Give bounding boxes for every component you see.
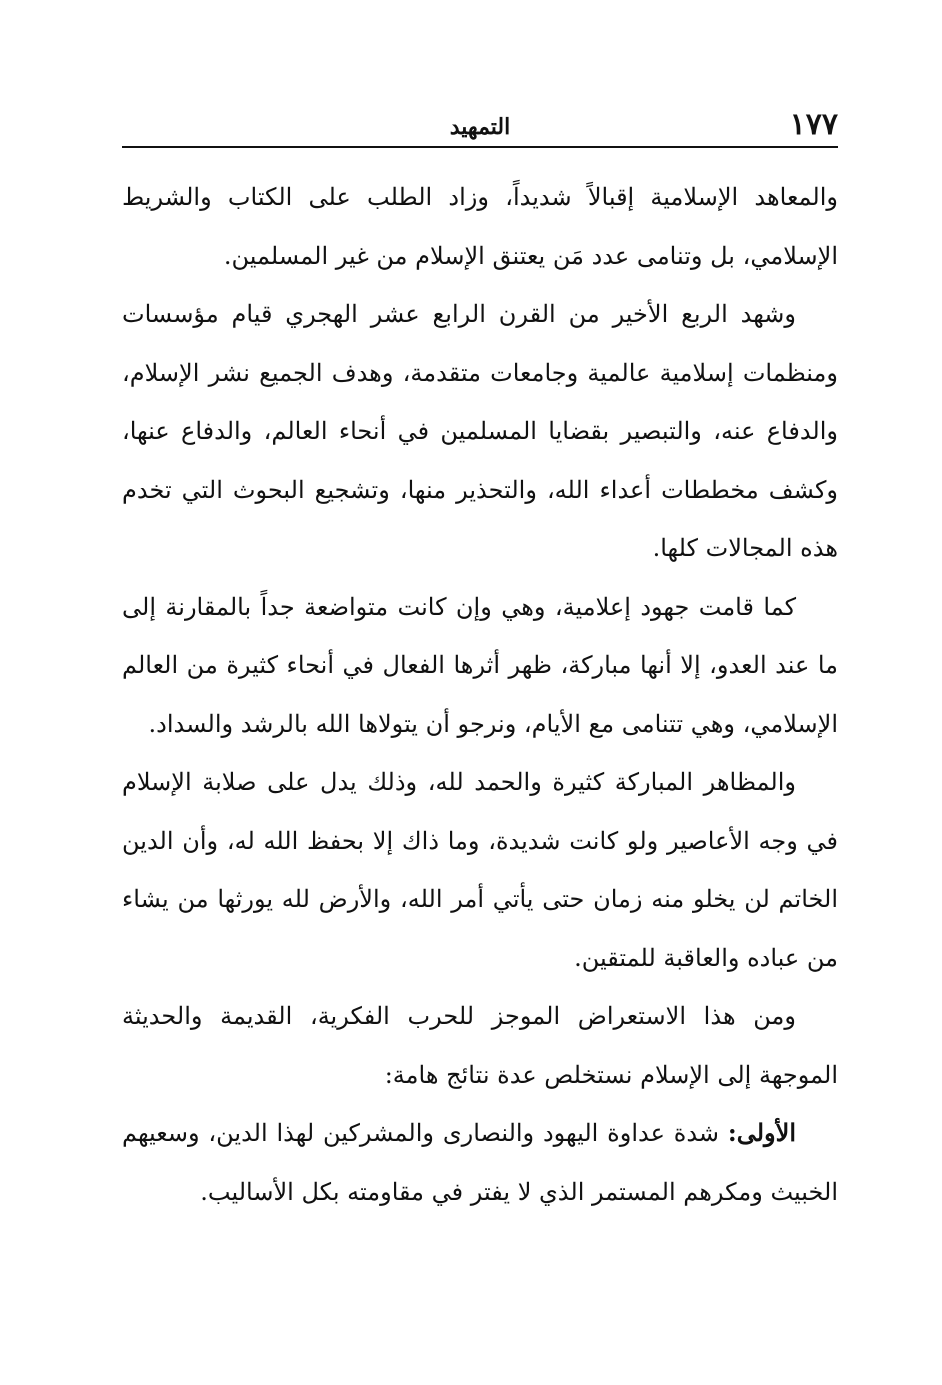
body-text — [122, 168, 838, 1221]
page-header — [122, 100, 838, 148]
paragraph-blessed-signs: والمظاهر المباركة كثيرة والحمد لله، وذلك يدل على صلابة الإسلام في وجه الأعاصير ولو كانت شديدة، وما ذاك إلا بحفظ الله له، وأن الدين الخاتم لن يخلو منه زمان حتى يأتي أمر الله، والأرض لله يورثها من يشاء من عباده والعاقبة للمتقين. — [122, 768, 838, 972]
paragraph-media-efforts: كما قامت جهود إعلامية، وهي وإن كانت متواضعة جداً بالمقارنة إلى ما عند العدو، إلا أنها مباركة، ظهر أثرها الفعال في أنحاء كثيرة من العالم الإسلامي، وهي تتنامى مع الأيام، ونرجو أن يتولاها الله بالرشد والسداد. — [122, 592, 838, 738]
page-number: ١٧٧ — [789, 107, 838, 142]
running-title: التمهيد — [449, 114, 511, 140]
first-conclusion-lead: الأولى: — [727, 1118, 796, 1147]
paragraph-first-conclusion — [122, 1104, 838, 1221]
paragraph-continued: والمعاهد الإسلامية إقبالاً شديداً، وزاد الطلب على الكتاب والشريط الإسلامي، بل وتنامى عدد مَن يعتنق الإسلام من غير المسلمين. — [122, 183, 838, 270]
paragraph-institutions: وشهد الربع الأخير من القرن الرابع عشر الهجري قيام مؤسسات ومنظمات إسلامية عالمية وجامعات متقدمة، وهدف الجميع نشر الإسلام، والدفاع عنه، والتبصير بقضايا المسلمين في أنحاء العالم، والدفاع عنها، وكشف مخططات أعداء الله، والتحذير منها، وتشجيع البحوث التي تخدم هذه المجالات كلها. — [122, 300, 838, 562]
paragraph-conclusions-intro: ومن هذا الاستعراض الموجز للحرب الفكرية، القديمة والحديثة الموجهة إلى الإسلام نستخلص عدة نتائج هامة: — [122, 1002, 838, 1089]
first-conclusion-text: شدة عداوة اليهود والنصارى والمشركين لهذا الدين، وسعيهم الخبيث ومكرهم المستمر الذي لا يفتر في مقاومته بكل الأساليب. — [122, 1119, 838, 1206]
